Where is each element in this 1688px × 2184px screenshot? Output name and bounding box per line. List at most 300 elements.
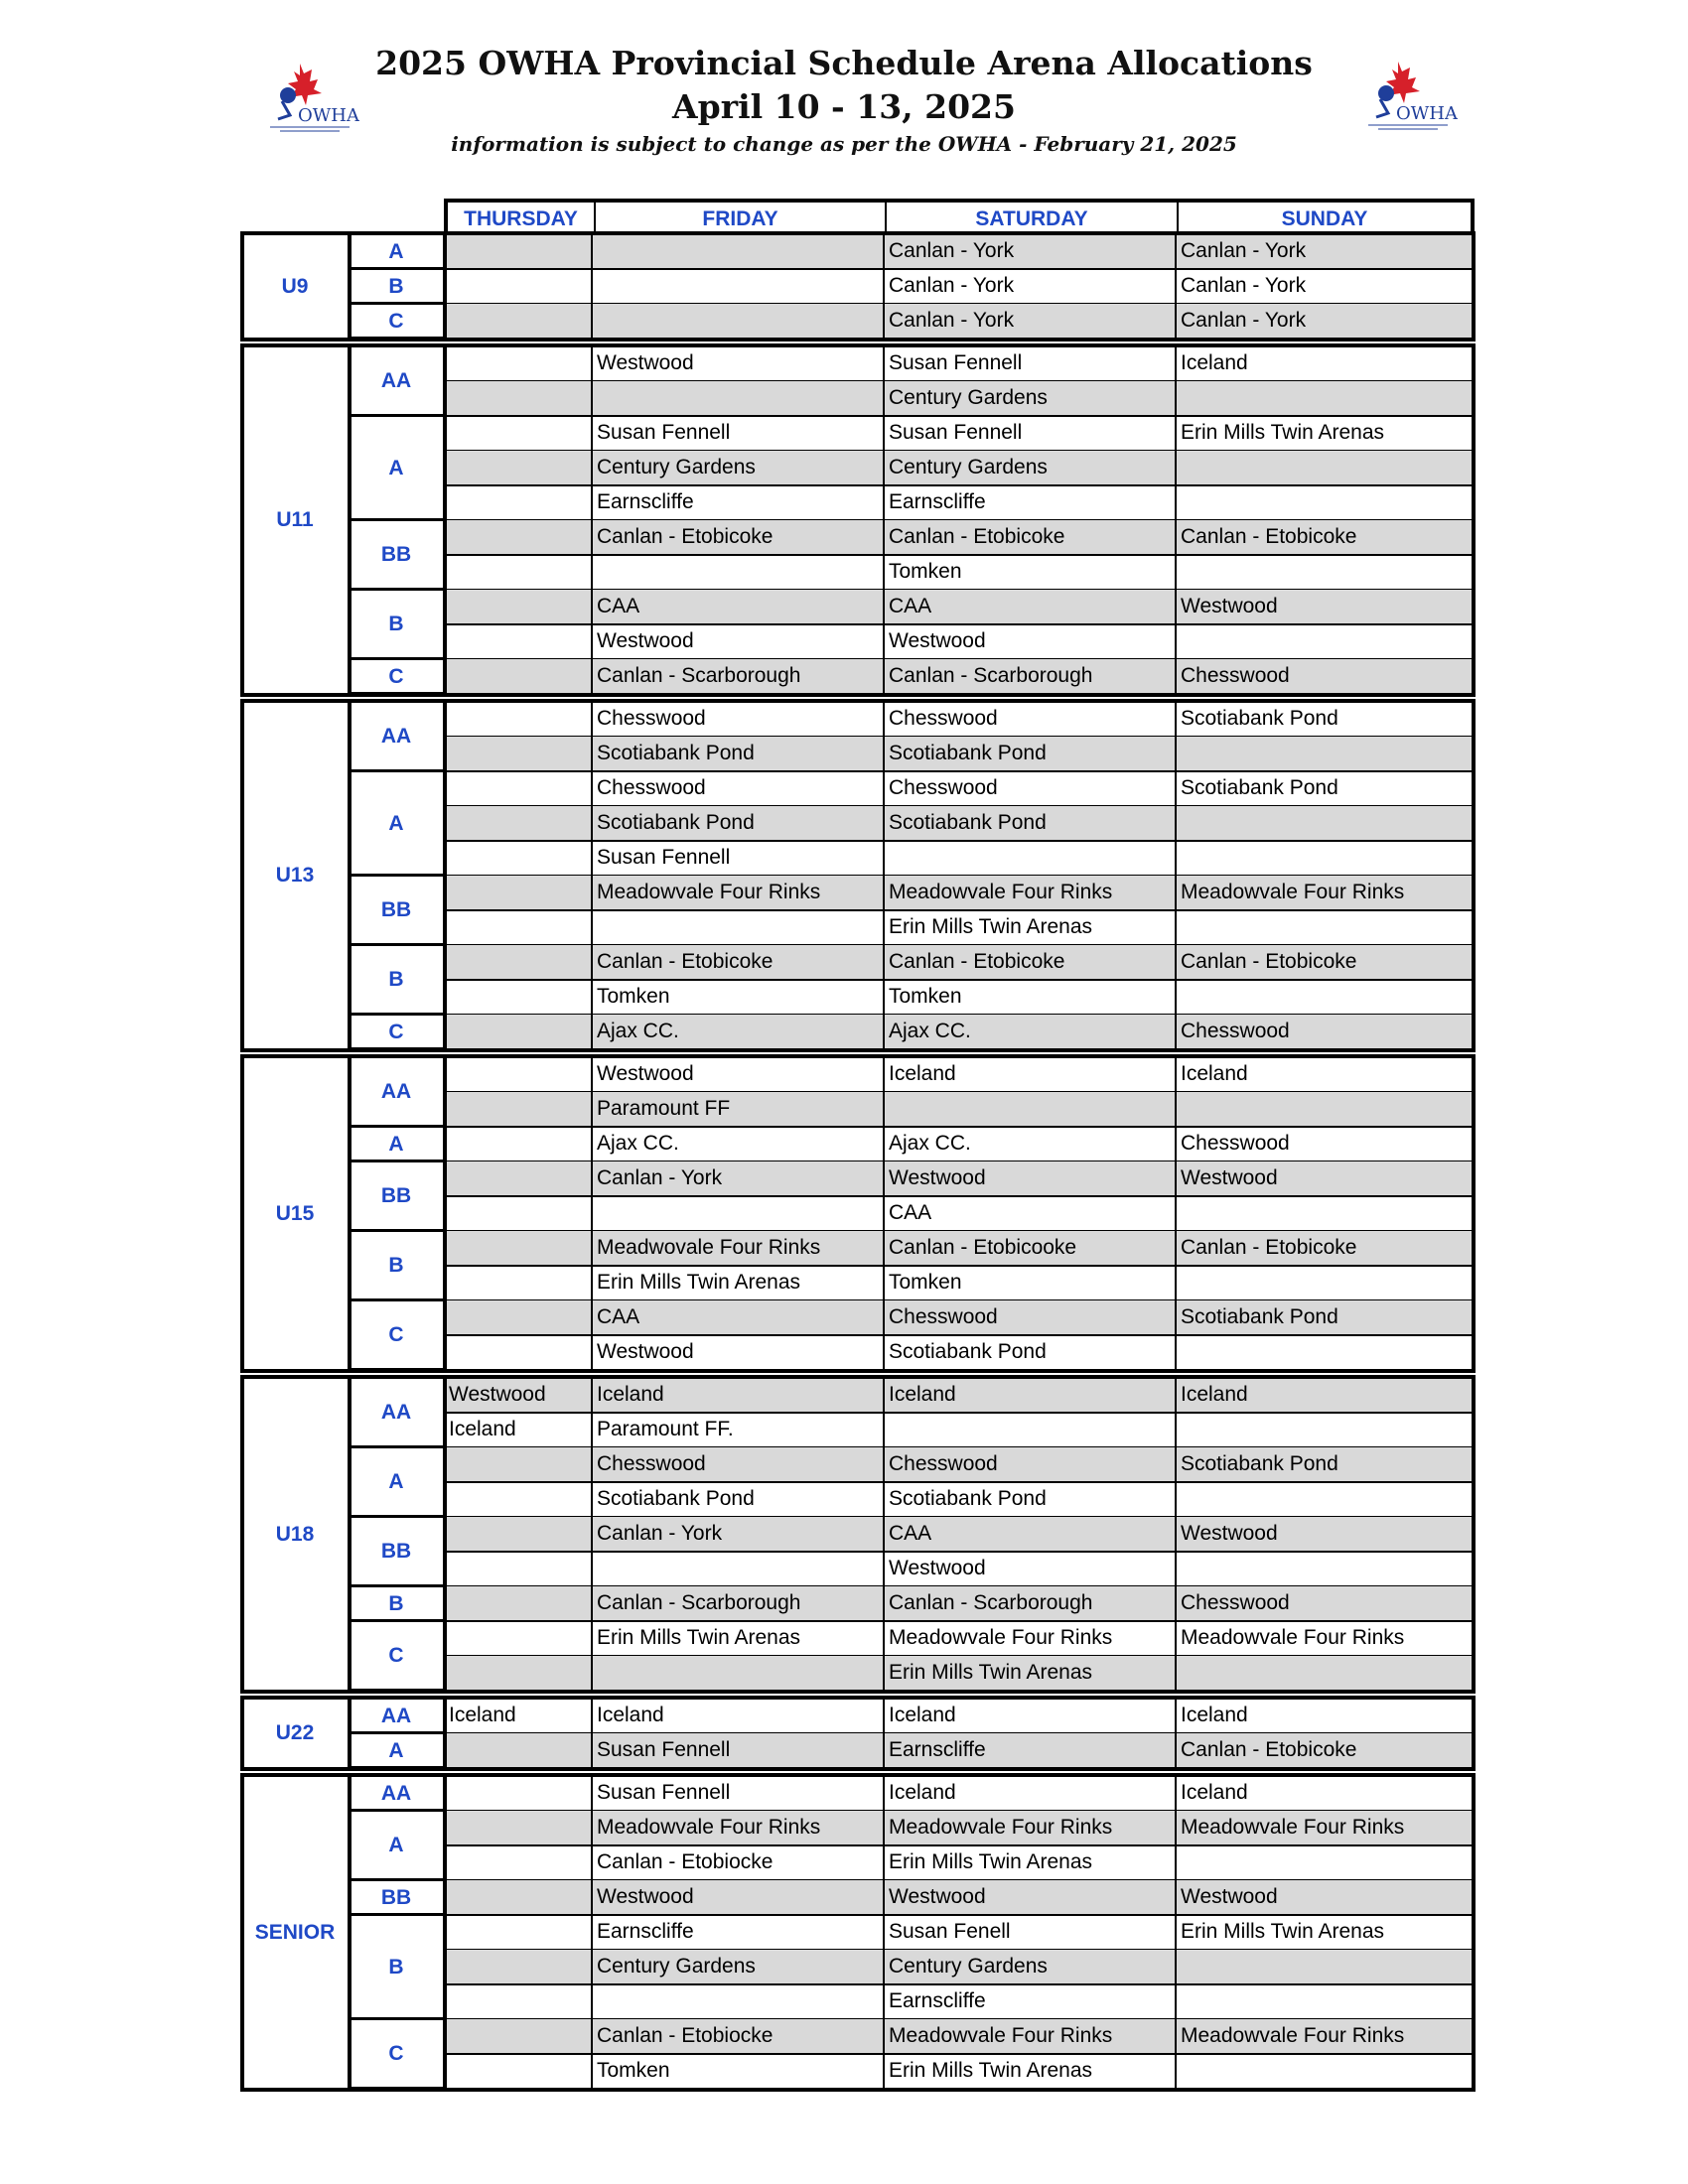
schedule-cell bbox=[1176, 1335, 1472, 1370]
level-label: AA bbox=[380, 369, 412, 392]
schedule-cell: Erin Mills Twin Arenas bbox=[884, 1656, 1176, 1691]
schedule-cell bbox=[1176, 841, 1472, 876]
division-top-border bbox=[241, 343, 1474, 347]
schedule-cell: Erin Mills Twin Arenas bbox=[1181, 421, 1385, 444]
schedule-cell: Westwood bbox=[597, 351, 694, 374]
column-divider bbox=[240, 1696, 244, 1771]
schedule-cell: Canlan - Scarborough bbox=[884, 1586, 1176, 1621]
schedule-cell: Westwood bbox=[1176, 1517, 1472, 1552]
column-divider bbox=[443, 1375, 447, 1694]
schedule-cell: Tomken bbox=[889, 560, 962, 583]
schedule-cell: Meadowvale Four Rinks bbox=[1176, 876, 1472, 910]
column-divider bbox=[591, 343, 593, 697]
schedule-cell bbox=[1176, 1092, 1472, 1127]
schedule-cell: Canlan - Scarborough bbox=[884, 659, 1176, 694]
schedule-cell: Chesswood bbox=[1176, 1015, 1472, 1049]
schedule-cell bbox=[444, 1586, 592, 1621]
schedule-cell bbox=[444, 1231, 592, 1266]
column-divider bbox=[348, 699, 352, 1052]
schedule-cell: Century Gardens bbox=[592, 451, 884, 485]
schedule-cell: Meadowvale Four Rinks bbox=[1176, 2019, 1472, 2054]
column-divider bbox=[348, 1696, 352, 1771]
schedule-cell bbox=[444, 1656, 592, 1691]
level-label: B bbox=[388, 274, 404, 298]
column-divider bbox=[1472, 1696, 1476, 1771]
schedule-cell bbox=[444, 1845, 592, 1880]
schedule-cell bbox=[1176, 451, 1472, 485]
schedule-cell bbox=[1176, 980, 1472, 1015]
column-divider bbox=[240, 343, 244, 697]
column-divider bbox=[348, 343, 352, 697]
schedule-cell: Tomken bbox=[889, 1271, 962, 1294]
schedule-cell: Meadowvale Four Rinks bbox=[884, 876, 1176, 910]
schedule-cell bbox=[444, 980, 592, 1015]
day-header-row bbox=[444, 199, 1475, 234]
schedule-cell: Canlan - York bbox=[884, 234, 1176, 269]
schedule-cell: Chesswood bbox=[884, 1447, 1176, 1482]
schedule-cell: Westwood bbox=[1176, 1880, 1472, 1915]
column-divider bbox=[443, 1773, 447, 2092]
level-label: C bbox=[388, 309, 404, 333]
column-divider bbox=[883, 1773, 885, 2092]
schedule-cell: Erin Mills Twin Arenas bbox=[597, 1626, 801, 1649]
schedule-cell: Canlan - York bbox=[1176, 234, 1472, 269]
column-divider bbox=[240, 231, 244, 341]
schedule-cell bbox=[1176, 1552, 1472, 1586]
schedule-cell bbox=[444, 1057, 592, 1092]
column-divider bbox=[883, 231, 885, 341]
schedule-cell bbox=[444, 1915, 592, 1950]
schedule-cell bbox=[444, 841, 592, 876]
column-divider bbox=[443, 1054, 447, 1373]
division-top-border bbox=[241, 1375, 1474, 1379]
schedule-cell bbox=[444, 1447, 592, 1482]
column-divider bbox=[348, 1054, 352, 1373]
schedule-cell: Canlan - Etobicooke bbox=[884, 1231, 1176, 1266]
schedule-cell bbox=[444, 346, 592, 381]
schedule-cell: Iceland bbox=[449, 1418, 516, 1440]
schedule-cell: Iceland bbox=[889, 1062, 956, 1085]
schedule-cell: Chesswood bbox=[884, 1300, 1176, 1335]
column-divider bbox=[1472, 231, 1476, 341]
schedule-cell: Canlan - Etobicoke bbox=[1176, 1733, 1472, 1768]
level-label: AA bbox=[380, 1401, 412, 1424]
schedule-cell bbox=[444, 659, 592, 694]
schedule-cell: Meadowvale Four Rinks bbox=[592, 1811, 884, 1845]
schedule-cell bbox=[1176, 485, 1472, 520]
column-divider bbox=[443, 343, 447, 697]
schedule-cell: Erin Mills Twin Arenas bbox=[1181, 1920, 1385, 1943]
schedule-cell: Iceland bbox=[1181, 1062, 1248, 1085]
schedule-cell: Paramount FF bbox=[592, 1092, 884, 1127]
schedule-cell bbox=[444, 1621, 592, 1656]
schedule-cell bbox=[1176, 1266, 1472, 1300]
schedule-cell bbox=[444, 1776, 592, 1811]
schedule-cell: Earnscliffe bbox=[597, 490, 694, 513]
col-friday: FRIDAY bbox=[596, 203, 887, 234]
column-divider bbox=[1472, 699, 1476, 1052]
schedule-cell bbox=[884, 1092, 1176, 1127]
column-divider bbox=[591, 1375, 593, 1694]
schedule-cell: Erin Mills Twin Arenas bbox=[889, 2059, 1093, 2082]
column-divider bbox=[1175, 1375, 1177, 1694]
schedule-cell bbox=[1176, 1984, 1472, 2019]
schedule-cell: Earnscliffe bbox=[889, 1989, 986, 2012]
schedule-cell bbox=[444, 451, 592, 485]
schedule-cell: Canlan - Etobicoke bbox=[592, 520, 884, 555]
schedule-cell: Earnscliffe bbox=[597, 1920, 694, 1943]
schedule-cell bbox=[592, 304, 884, 339]
schedule-cell: Meadowvale Four Rinks bbox=[1176, 1811, 1472, 1845]
schedule-cell: Meadowvale Four Rinks bbox=[1181, 1626, 1405, 1649]
schedule-cell: Century Gardens bbox=[884, 381, 1176, 416]
schedule-cell: CAA bbox=[592, 1300, 884, 1335]
schedule-cell: Susan Fennell bbox=[597, 846, 731, 869]
schedule-cell bbox=[444, 806, 592, 841]
column-divider bbox=[1472, 1773, 1476, 2092]
division-label-u18: U18 bbox=[275, 1522, 315, 1546]
column-divider bbox=[1175, 1773, 1177, 2092]
column-divider bbox=[883, 343, 885, 697]
schedule-cell: Scotiabank Pond bbox=[1181, 707, 1338, 730]
column-divider bbox=[1175, 699, 1177, 1052]
schedule-cell: Canlan - York bbox=[1176, 304, 1472, 339]
column-divider bbox=[348, 1773, 352, 2092]
schedule-cell bbox=[444, 555, 592, 590]
schedule-cell bbox=[1176, 1845, 1472, 1880]
division-bottom-border bbox=[241, 2088, 1474, 2092]
division-label-u13: U13 bbox=[275, 864, 315, 887]
schedule-cell bbox=[1176, 806, 1472, 841]
schedule-cell: Earnscliffe bbox=[884, 1733, 1176, 1768]
schedule-cell bbox=[1176, 1482, 1472, 1517]
schedule-cell bbox=[444, 702, 592, 737]
schedule-cell bbox=[884, 1413, 1176, 1447]
schedule-cell bbox=[444, 945, 592, 980]
schedule-cell: Meadowvale Four Rinks bbox=[884, 1811, 1176, 1845]
schedule-cell bbox=[444, 304, 592, 339]
schedule-cell: Westwood bbox=[1176, 1161, 1472, 1196]
schedule-cell: CAA bbox=[884, 1517, 1176, 1552]
schedule-cell: Chesswood bbox=[889, 776, 998, 799]
column-divider bbox=[443, 699, 447, 1052]
schedule-cell: Canlan - Etobicoke bbox=[884, 520, 1176, 555]
schedule-cell: Scotiabank Pond bbox=[597, 1487, 755, 1510]
schedule-cell: Westwood bbox=[1176, 590, 1472, 624]
division-label-u11: U11 bbox=[276, 508, 314, 531]
level-label: BB bbox=[380, 1184, 412, 1207]
division-label-u22: U22 bbox=[275, 1721, 315, 1744]
schedule-cell bbox=[1176, 1196, 1472, 1231]
schedule-cell bbox=[592, 1656, 884, 1691]
schedule-cell: Chesswood bbox=[1181, 1132, 1290, 1155]
schedule-cell: Susan Fennell bbox=[597, 421, 731, 444]
schedule-cell: Scotiabank Pond bbox=[1181, 776, 1338, 799]
schedule-cell bbox=[1176, 555, 1472, 590]
column-divider bbox=[240, 1773, 244, 2092]
schedule-cell: Tomken bbox=[597, 985, 670, 1008]
column-divider bbox=[883, 699, 885, 1052]
schedule-cell: Century Gardens bbox=[884, 451, 1176, 485]
schedule-cell: Susan Fennell bbox=[889, 421, 1023, 444]
schedule-cell bbox=[444, 1266, 592, 1300]
schedule-cell: Meadowvale Four Rinks bbox=[884, 2019, 1176, 2054]
column-divider bbox=[1175, 343, 1177, 697]
schedule-cell: Canlan - Etobicoke bbox=[1176, 945, 1472, 980]
schedule-cell: Westwood bbox=[597, 629, 694, 652]
schedule-cell: Westwood bbox=[592, 1880, 884, 1915]
column-divider bbox=[1175, 231, 1177, 341]
schedule-cell: Iceland bbox=[592, 1378, 884, 1413]
schedule-cell bbox=[884, 841, 1176, 876]
schedule-cell: Canlan - Scarborough bbox=[592, 659, 884, 694]
division-bottom-border bbox=[241, 693, 1474, 697]
schedule-cell bbox=[444, 1984, 592, 2019]
schedule-cell: CAA bbox=[592, 590, 884, 624]
schedule-cell bbox=[1176, 624, 1472, 659]
page-dates: April 10 - 13, 2025 bbox=[672, 87, 1016, 126]
schedule-cell: Canlan - Etobicoke bbox=[884, 945, 1176, 980]
division-bottom-border bbox=[241, 1369, 1474, 1373]
schedule-cell: Susan Fennell bbox=[592, 1733, 884, 1768]
schedule-cell: Iceland bbox=[1181, 351, 1248, 374]
schedule-cell bbox=[444, 737, 592, 771]
schedule-cell: Scotiabank Pond bbox=[884, 806, 1176, 841]
schedule-cell: Canlan - Etobicoke bbox=[1176, 520, 1472, 555]
column-divider bbox=[1175, 1054, 1177, 1373]
division-bottom-border bbox=[241, 1048, 1474, 1052]
schedule-cell bbox=[444, 1517, 592, 1552]
schedule-cell: Ajax CC. bbox=[597, 1132, 679, 1155]
schedule-cell: Tomken bbox=[597, 2059, 670, 2082]
schedule-cell bbox=[444, 1127, 592, 1161]
schedule-cell bbox=[444, 1092, 592, 1127]
level-label: B bbox=[388, 1955, 404, 1979]
schedule-cell: Chesswood bbox=[592, 1447, 884, 1482]
level-label: B bbox=[388, 613, 404, 635]
column-divider bbox=[591, 1054, 593, 1373]
schedule-cell: Canlan - Scarborough bbox=[592, 1586, 884, 1621]
schedule-cell: Scotiabank Pond bbox=[889, 1340, 1047, 1363]
schedule-cell bbox=[592, 381, 884, 416]
level-label: A bbox=[388, 811, 404, 835]
schedule-cell: Westwood bbox=[884, 1880, 1176, 1915]
column-divider bbox=[443, 231, 447, 341]
column-divider bbox=[240, 1375, 244, 1694]
schedule-cell: Meadwovale Four Rinks bbox=[592, 1231, 884, 1266]
schedule-cell bbox=[592, 1196, 884, 1231]
schedule-cell bbox=[444, 1482, 592, 1517]
schedule-cell: Chesswood bbox=[1176, 1586, 1472, 1621]
schedule-cell bbox=[444, 1015, 592, 1049]
schedule-cell bbox=[1176, 381, 1472, 416]
column-divider bbox=[240, 699, 244, 1052]
schedule-cell bbox=[444, 876, 592, 910]
column-divider bbox=[591, 231, 593, 341]
level-label: AA bbox=[380, 1080, 412, 1103]
schedule-cell: Chesswood bbox=[597, 707, 706, 730]
division-bottom-border bbox=[241, 1767, 1474, 1771]
schedule-cell bbox=[444, 416, 592, 451]
schedule-cell: Canlan - Etobicoke bbox=[592, 945, 884, 980]
level-label: BB bbox=[380, 543, 412, 566]
schedule-cell: Erin Mills Twin Arenas bbox=[889, 1850, 1093, 1873]
schedule-cell: Iceland bbox=[1176, 1378, 1472, 1413]
schedule-cell: Iceland bbox=[449, 1704, 516, 1726]
schedule-cell bbox=[444, 1880, 592, 1915]
schedule-cell bbox=[1176, 910, 1472, 945]
division-label-senior: SENIOR bbox=[254, 1920, 336, 1944]
division-bottom-border bbox=[241, 338, 1474, 341]
schedule-cell: Westwood bbox=[889, 629, 986, 652]
col-thursday: THURSDAY bbox=[448, 203, 596, 234]
schedule-cell bbox=[592, 555, 884, 590]
level-label: BB bbox=[380, 898, 412, 921]
schedule-cell bbox=[592, 1984, 884, 2019]
schedule-cell: Canlan - Etobiocke bbox=[597, 1850, 774, 1873]
schedule-cell: Scotiabank Pond bbox=[1176, 1447, 1472, 1482]
schedule-cell bbox=[1176, 1413, 1472, 1447]
column-divider bbox=[1472, 1054, 1476, 1373]
division-top-border bbox=[241, 699, 1474, 703]
schedule-cell: Susan Fennell bbox=[889, 351, 1023, 374]
schedule-cell: Ajax CC. bbox=[889, 1132, 971, 1155]
schedule-cell: Westwood bbox=[597, 1340, 694, 1363]
level-label: B bbox=[388, 1591, 404, 1615]
schedule-cell: Iceland bbox=[1181, 1704, 1248, 1726]
schedule-cell bbox=[444, 234, 592, 269]
schedule-cell: Iceland bbox=[889, 1781, 956, 1804]
schedule-cell bbox=[444, 1196, 592, 1231]
col-sunday: SUNDAY bbox=[1281, 207, 1368, 230]
schedule-cell: Scotiabank Pond bbox=[592, 806, 884, 841]
level-label: C bbox=[388, 1644, 404, 1667]
schedule-cell bbox=[444, 1733, 592, 1768]
svg-text:OWHA: OWHA bbox=[298, 105, 359, 126]
column-divider bbox=[591, 1696, 593, 1771]
schedule-cell: Canlan - York bbox=[889, 274, 1015, 297]
schedule-cell bbox=[444, 1335, 592, 1370]
level-label: C bbox=[388, 1020, 404, 1043]
schedule-cell bbox=[592, 910, 884, 945]
level-label: A bbox=[388, 1834, 404, 1856]
schedule-cell: Iceland bbox=[889, 1704, 956, 1726]
schedule-cell: Erin Mills Twin Arenas bbox=[889, 915, 1093, 938]
schedule-cell bbox=[444, 269, 592, 304]
level-label: C bbox=[388, 664, 404, 688]
division-label-u15: U15 bbox=[275, 1201, 315, 1225]
schedule-cell bbox=[444, 2054, 592, 2089]
level-label: A bbox=[388, 1470, 404, 1493]
schedule-cell bbox=[444, 2019, 592, 2054]
division-label-u9: U9 bbox=[281, 274, 309, 298]
schedule-cell bbox=[444, 381, 592, 416]
schedule-cell bbox=[1176, 2054, 1472, 2089]
schedule-cell: CAA bbox=[884, 590, 1176, 624]
level-label: AA bbox=[380, 1781, 412, 1805]
schedule-cell bbox=[1176, 1950, 1472, 1984]
schedule-cell: Iceland bbox=[597, 1704, 664, 1726]
schedule-cell bbox=[444, 771, 592, 806]
page-title: 2025 OWHA Provincial Schedule Arena Allocations bbox=[375, 44, 1313, 82]
column-divider bbox=[348, 1375, 352, 1694]
division-top-border bbox=[241, 231, 1474, 235]
column-divider bbox=[591, 1773, 593, 2092]
column-divider bbox=[883, 1375, 885, 1694]
schedule-cell: Earnscliffe bbox=[889, 490, 986, 513]
schedule-cell: Ajax CC. bbox=[884, 1015, 1176, 1049]
schedule-cell: Century Gardens bbox=[592, 1950, 884, 1984]
schedule-cell bbox=[592, 234, 884, 269]
level-label: AA bbox=[380, 1704, 412, 1727]
column-divider bbox=[883, 1054, 885, 1373]
schedule-cell: Canlan - York bbox=[592, 1517, 884, 1552]
schedule-cell bbox=[444, 1161, 592, 1196]
schedule-cell: Chesswood bbox=[597, 776, 706, 799]
schedule-cell bbox=[592, 1552, 884, 1586]
schedule-cell: Chesswood bbox=[889, 707, 998, 730]
schedule-cell bbox=[1176, 1656, 1472, 1691]
schedule-cell: Westwood bbox=[444, 1378, 592, 1413]
schedule-cell bbox=[444, 624, 592, 659]
column-divider bbox=[883, 1696, 885, 1771]
level-label: A bbox=[388, 239, 404, 263]
schedule-cell: Canlan - York bbox=[1181, 274, 1307, 297]
schedule-cell: Meadowvale Four Rinks bbox=[889, 1626, 1113, 1649]
schedule-cell: Erin Mills Twin Arenas bbox=[597, 1271, 801, 1294]
division-bottom-border bbox=[241, 1690, 1474, 1694]
division-top-border bbox=[241, 1054, 1474, 1058]
schedule-cell bbox=[444, 1552, 592, 1586]
column-divider bbox=[348, 231, 352, 341]
schedule-cell: Iceland bbox=[1181, 1781, 1248, 1804]
schedule-cell bbox=[444, 1811, 592, 1845]
column-divider bbox=[240, 1054, 244, 1373]
schedule-cell bbox=[444, 520, 592, 555]
schedule-cell: Scotiabank Pond bbox=[884, 737, 1176, 771]
level-label: A bbox=[388, 456, 404, 479]
schedule-cell: Tomken bbox=[889, 985, 962, 1008]
level-label: B bbox=[388, 1254, 404, 1277]
schedule-cell bbox=[444, 1950, 592, 1984]
column-divider bbox=[443, 1696, 447, 1771]
svg-text:OWHA: OWHA bbox=[1396, 103, 1458, 124]
schedule-cell: Paramount FF. bbox=[597, 1418, 734, 1440]
schedule-cell: Ajax CC. bbox=[592, 1015, 884, 1049]
schedule-cell bbox=[444, 910, 592, 945]
division-top-border bbox=[241, 1773, 1474, 1777]
owha-logo-right bbox=[1358, 54, 1458, 133]
schedule-cell bbox=[444, 485, 592, 520]
schedule-cell: Meadowvale Four Rinks bbox=[592, 876, 884, 910]
schedule-cell: Scotiabank Pond bbox=[592, 737, 884, 771]
level-label: BB bbox=[380, 1885, 412, 1909]
level-label: AA bbox=[380, 725, 412, 748]
column-divider bbox=[1175, 1696, 1177, 1771]
schedule-cell bbox=[592, 269, 884, 304]
schedule-cell: Scotiabank Pond bbox=[1176, 1300, 1472, 1335]
page-note: information is subject to change as per the OWHA - February 21, 2025 bbox=[451, 132, 1237, 156]
level-label: A bbox=[388, 1738, 404, 1762]
schedule-cell: Scotiabank Pond bbox=[889, 1487, 1047, 1510]
schedule-cell: CAA bbox=[889, 1201, 932, 1224]
schedule-cell: Westwood bbox=[884, 1161, 1176, 1196]
column-divider bbox=[1472, 343, 1476, 697]
level-label: A bbox=[388, 1132, 404, 1156]
column-divider bbox=[591, 699, 593, 1052]
schedule-cell: Westwood bbox=[597, 1062, 694, 1085]
schedule-cell: Canlan - York bbox=[884, 304, 1176, 339]
